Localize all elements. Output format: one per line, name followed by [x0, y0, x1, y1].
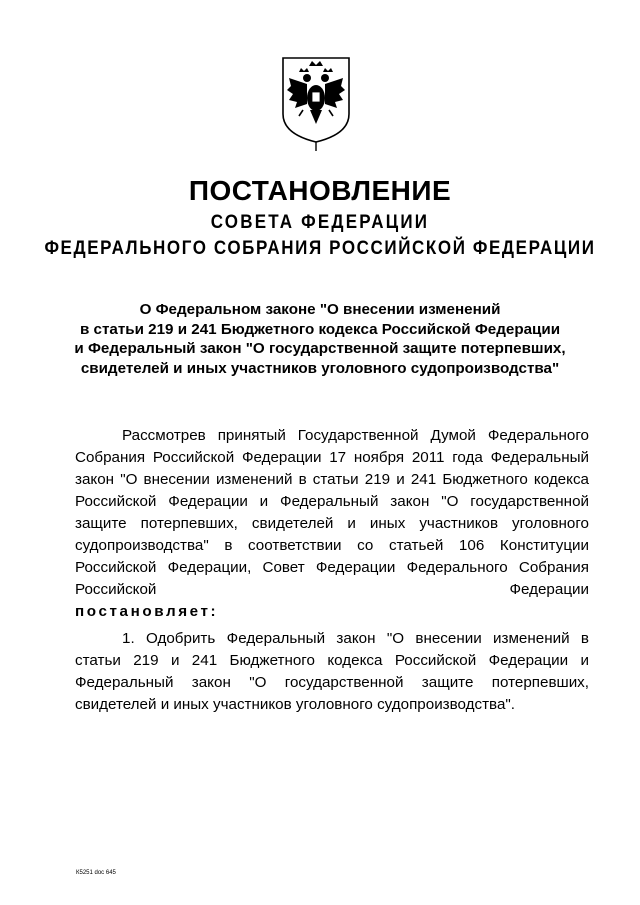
heading-line: свидетелей и иных участников уголовного судопроизводства" [80, 359, 560, 377]
document-subtitle-line1: СОВЕТА ФЕДЕРАЦИИ [210, 210, 430, 233]
document-heading [60, 300, 580, 378]
document-subtitle-line2: ФЕДЕРАЛЬНОГО СОБРАНИЯ РОССИЙСКОЙ ФЕДЕРАЦИИ [44, 236, 596, 259]
paragraph-2 [75, 628, 589, 716]
heading-line: О Федеральном законе "О внесении изменений [139, 301, 501, 318]
emblem [273, 52, 359, 152]
heading-line: в статьи 219 и 241 Бюджетного кодекса Российской Федерации [79, 320, 561, 338]
document-title: ПОСТАНОВЛЕНИЕ [188, 175, 452, 206]
paragraph-1-text: Рассмотрев принятый Государственной Думой Федерального Собрания Российской Федерации 17 ноября 2011 года Федеральный закон "О внесении изменений в статьи 219 и 241 Бюджетного кодекса Российской Федерации и Федеральный закон "О государственной защите потерпевших, свидетелей и иных участников уголовного судопроизводства" в соответствии со статьей 106 Конституции Российской Федерации, Совет Федерации Федерального Собрания Российской Федерации [75, 427, 589, 598]
russian-coat-of-arms-icon [273, 52, 359, 152]
heading-line: и Федеральный закон "О государственной защите потерпевших, [74, 340, 566, 357]
document-reference: К5251 doc 645 [76, 870, 116, 876]
paragraph-2-text: 1. Одобрить Федеральный закон "О внесении изменений в статьи 219 и 241 Бюджетного кодекса Российской Федерации и Федеральный закон "О государственной защите потерпевших, свидетелей и иных участников уголовного судопроизводства". [75, 630, 589, 713]
decision-keyword: постановляет: [75, 603, 219, 620]
paragraph-1 [75, 425, 589, 623]
